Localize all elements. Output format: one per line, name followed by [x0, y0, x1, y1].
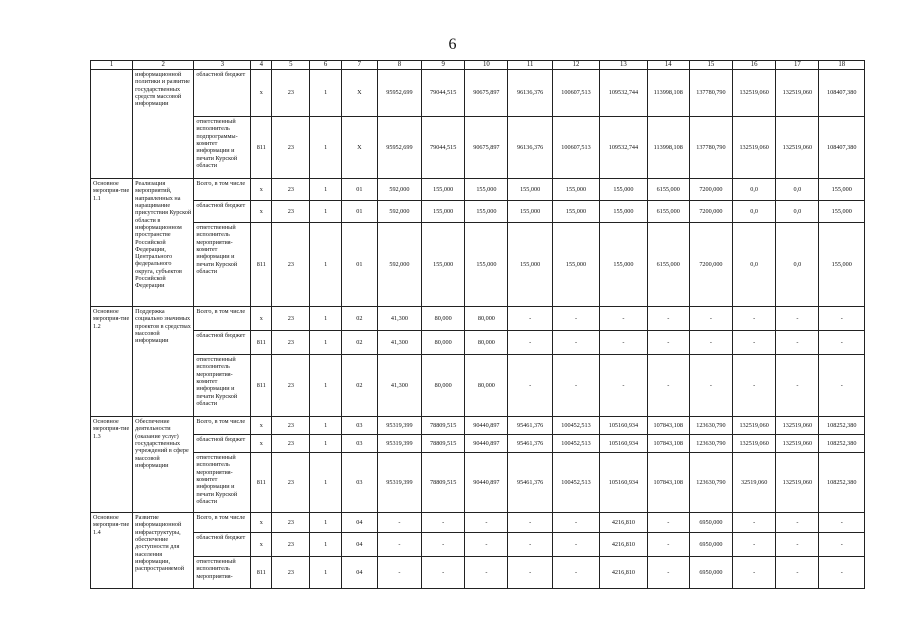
amount-cell: 155,000 — [600, 179, 647, 201]
amount-cell: 132519,060 — [776, 453, 819, 513]
amount-cell: 132519,060 — [733, 435, 776, 453]
code-cell: 04 — [341, 513, 377, 533]
funding-source-cell: ответственный исполнитель подпрограммы-комитет информации и печати Курской области — [194, 117, 251, 179]
amount-cell: 592,000 — [377, 179, 421, 201]
amount-cell: 155,000 — [600, 223, 647, 307]
amount-cell: 105160,934 — [600, 453, 647, 513]
amount-cell: 155,000 — [819, 179, 865, 201]
table-row — [91, 513, 865, 533]
code-cell: 04 — [341, 557, 377, 589]
activity-name-cell: Основное мероприя-тие 1.2 — [91, 307, 133, 417]
amount-cell: 123630,790 — [689, 453, 732, 513]
amount-cell: 80,000 — [465, 355, 508, 417]
amount-cell: 109532,744 — [600, 70, 647, 117]
amount-cell: 155,000 — [819, 223, 865, 307]
amount-cell: 137780,790 — [689, 117, 732, 179]
amount-cell: - — [552, 355, 599, 417]
funding-source-cell: областной бюджет — [194, 533, 251, 557]
amount-cell: 7200,000 — [689, 201, 732, 223]
code-cell: 02 — [341, 355, 377, 417]
amount-cell: 155,000 — [508, 223, 552, 307]
amount-cell: 95461,376 — [508, 453, 552, 513]
column-header: 3 — [194, 61, 251, 70]
amount-cell: 78809,515 — [422, 417, 465, 435]
amount-cell: 107843,108 — [647, 435, 689, 453]
amount-cell: 90440,897 — [465, 453, 508, 513]
code-cell: 23 — [272, 557, 310, 589]
amount-cell: 80,000 — [422, 331, 465, 355]
code-cell: 23 — [272, 513, 310, 533]
amount-cell: - — [733, 307, 776, 331]
funding-source-cell: Всего, в том числе — [194, 179, 251, 201]
amount-cell: 0,0 — [733, 179, 776, 201]
amount-cell: 80,000 — [465, 307, 508, 331]
amount-cell: - — [819, 307, 865, 331]
amount-cell: - — [689, 331, 732, 355]
amount-cell: - — [552, 307, 599, 331]
code-cell: 1 — [310, 513, 342, 533]
activity-title-cell: Обеспечение деятельности (оказание услуг) государственных учреждений в сфере массовой информации — [133, 417, 194, 513]
amount-cell: 108407,380 — [819, 70, 865, 117]
code-cell: 811 — [251, 117, 272, 179]
code-cell: 23 — [272, 453, 310, 513]
code-cell: х — [251, 417, 272, 435]
amount-cell: - — [508, 331, 552, 355]
amount-cell: - — [377, 533, 421, 557]
amount-cell: 105160,934 — [600, 417, 647, 435]
amount-cell: - — [776, 513, 819, 533]
amount-cell: 41,300 — [377, 307, 421, 331]
amount-cell: 96136,376 — [508, 70, 552, 117]
code-cell: 01 — [341, 223, 377, 307]
amount-cell: - — [776, 331, 819, 355]
code-cell: 23 — [272, 355, 310, 417]
amount-cell: 155,000 — [600, 201, 647, 223]
amount-cell: - — [647, 307, 689, 331]
amount-cell: 155,000 — [422, 179, 465, 201]
amount-cell: - — [508, 355, 552, 417]
budget-table — [90, 60, 865, 589]
amount-cell: 78809,515 — [422, 435, 465, 453]
code-cell: 23 — [272, 331, 310, 355]
amount-cell: 7200,000 — [689, 223, 732, 307]
column-header: 17 — [776, 61, 819, 70]
amount-cell: 90675,897 — [465, 70, 508, 117]
amount-cell: 6950,000 — [689, 533, 732, 557]
amount-cell: 90440,897 — [465, 417, 508, 435]
code-cell: 1 — [310, 453, 342, 513]
code-cell: 1 — [310, 70, 342, 117]
amount-cell: - — [508, 557, 552, 589]
column-header: 11 — [508, 61, 552, 70]
amount-cell: 155,000 — [552, 223, 599, 307]
activity-title-cell: Поддержка социально значимых проектов в средствах массовой информации — [133, 307, 194, 417]
column-header: 2 — [133, 61, 194, 70]
code-cell: 02 — [341, 307, 377, 331]
code-cell: х — [251, 70, 272, 117]
amount-cell: - — [819, 355, 865, 417]
activity-name-cell: Основное мероприя-тие 1.4 — [91, 513, 133, 589]
amount-cell: 123630,790 — [689, 435, 732, 453]
table-row — [91, 307, 865, 331]
amount-cell: 6950,000 — [689, 513, 732, 533]
amount-cell: 155,000 — [465, 179, 508, 201]
column-header: 16 — [733, 61, 776, 70]
amount-cell: - — [600, 331, 647, 355]
table-row — [91, 355, 865, 417]
amount-cell: 100607,513 — [552, 117, 599, 179]
code-cell: 811 — [251, 331, 272, 355]
amount-cell: 0,0 — [733, 201, 776, 223]
code-cell: 811 — [251, 453, 272, 513]
code-cell: 811 — [251, 223, 272, 307]
code-cell: 23 — [272, 223, 310, 307]
code-cell: х — [251, 201, 272, 223]
amount-cell: - — [422, 533, 465, 557]
amount-cell: - — [377, 513, 421, 533]
amount-cell: - — [733, 533, 776, 557]
amount-cell: 108407,380 — [819, 117, 865, 179]
amount-cell: 90675,897 — [465, 117, 508, 179]
amount-cell: 155,000 — [508, 179, 552, 201]
amount-cell: 113998,108 — [647, 70, 689, 117]
code-cell: 1 — [310, 417, 342, 435]
amount-cell: - — [422, 513, 465, 533]
page-number: 6 — [448, 36, 457, 53]
funding-source-cell: областной бюджет — [194, 331, 251, 355]
column-header: 8 — [377, 61, 421, 70]
amount-cell: 6950,000 — [689, 557, 732, 589]
code-cell: 01 — [341, 201, 377, 223]
amount-cell: 108252,380 — [819, 453, 865, 513]
amount-cell: - — [465, 513, 508, 533]
code-cell: Х — [341, 70, 377, 117]
amount-cell: - — [647, 557, 689, 589]
funding-source-cell: Всего, в том числе — [194, 307, 251, 331]
code-cell: 1 — [310, 435, 342, 453]
column-header: 15 — [689, 61, 732, 70]
table-row — [91, 201, 865, 223]
code-cell: 23 — [272, 179, 310, 201]
amount-cell: - — [819, 533, 865, 557]
amount-cell: 4216,810 — [600, 533, 647, 557]
amount-cell: 32519,060 — [733, 453, 776, 513]
code-cell: 23 — [272, 435, 310, 453]
amount-cell: - — [422, 557, 465, 589]
table-row — [91, 117, 865, 179]
column-header: 5 — [272, 61, 310, 70]
amount-cell: 155,000 — [552, 201, 599, 223]
table-row — [91, 557, 865, 589]
amount-cell: 107843,108 — [647, 453, 689, 513]
funding-source-cell: ответственный исполнитель мероприятия-комитет информации и печати Курской области — [194, 355, 251, 417]
amount-cell: 132519,060 — [776, 117, 819, 179]
amount-cell: 7200,000 — [689, 179, 732, 201]
code-cell: 23 — [272, 533, 310, 557]
amount-cell: 592,000 — [377, 201, 421, 223]
funding-source-cell: областной бюджет — [194, 201, 251, 223]
code-cell: х — [251, 513, 272, 533]
amount-cell: 132519,060 — [776, 435, 819, 453]
amount-cell: - — [647, 331, 689, 355]
amount-cell: 0,0 — [733, 223, 776, 307]
table-row — [91, 417, 865, 435]
amount-cell: 80,000 — [465, 331, 508, 355]
code-cell: 04 — [341, 533, 377, 557]
code-cell: 02 — [341, 331, 377, 355]
amount-cell: 105160,934 — [600, 435, 647, 453]
funding-source-cell: Всего, в том числе — [194, 417, 251, 435]
amount-cell: 79044,515 — [422, 117, 465, 179]
amount-cell: 155,000 — [465, 201, 508, 223]
amount-cell: - — [508, 307, 552, 331]
column-header: 9 — [422, 61, 465, 70]
amount-cell: - — [647, 533, 689, 557]
table-row — [91, 70, 865, 117]
amount-cell: 155,000 — [422, 223, 465, 307]
amount-cell: 155,000 — [422, 201, 465, 223]
amount-cell: - — [552, 533, 599, 557]
code-cell: х — [251, 307, 272, 331]
amount-cell: - — [819, 331, 865, 355]
code-cell: 1 — [310, 223, 342, 307]
amount-cell: - — [600, 307, 647, 331]
funding-source-cell: ответственный исполнитель мероприятия- — [194, 557, 251, 589]
amount-cell: 6155,000 — [647, 179, 689, 201]
amount-cell: - — [552, 513, 599, 533]
code-cell: 1 — [310, 117, 342, 179]
code-cell: 03 — [341, 453, 377, 513]
amount-cell: 96136,376 — [508, 117, 552, 179]
amount-cell: - — [776, 307, 819, 331]
code-cell: 1 — [310, 331, 342, 355]
column-header: 4 — [251, 61, 272, 70]
code-cell: 23 — [272, 201, 310, 223]
code-cell: 1 — [310, 179, 342, 201]
amount-cell: 90440,897 — [465, 435, 508, 453]
code-cell: 01 — [341, 179, 377, 201]
amount-cell: 155,000 — [819, 201, 865, 223]
amount-cell: 100607,513 — [552, 70, 599, 117]
amount-cell: - — [733, 513, 776, 533]
amount-cell: 41,300 — [377, 331, 421, 355]
amount-cell: - — [776, 533, 819, 557]
amount-cell: 100452,513 — [552, 435, 599, 453]
amount-cell: - — [647, 513, 689, 533]
code-cell: 03 — [341, 417, 377, 435]
activity-title-cell: информационной политики и развитие государственных средств массовой информации — [133, 70, 194, 179]
amount-cell: 6155,000 — [647, 223, 689, 307]
activity-title-cell: Реализация мероприятий, направленных на наращивание присутствия Курской области в информационном пространстве Российской Федерации, Центрального федерального округа, субъектов Российской Федерации — [133, 179, 194, 307]
amount-cell: 108252,380 — [819, 417, 865, 435]
column-header: 7 — [341, 61, 377, 70]
amount-cell: 80,000 — [422, 307, 465, 331]
code-cell: 1 — [310, 201, 342, 223]
funding-source-cell: областной бюджет — [194, 435, 251, 453]
amount-cell: - — [552, 331, 599, 355]
code-cell: 23 — [272, 70, 310, 117]
amount-cell: 100452,513 — [552, 453, 599, 513]
amount-cell: - — [377, 557, 421, 589]
amount-cell: - — [776, 355, 819, 417]
amount-cell: - — [733, 331, 776, 355]
amount-cell: - — [508, 513, 552, 533]
amount-cell: - — [508, 533, 552, 557]
amount-cell: 132519,060 — [776, 417, 819, 435]
column-header: 10 — [465, 61, 508, 70]
amount-cell: 113998,108 — [647, 117, 689, 179]
amount-cell: 0,0 — [776, 179, 819, 201]
amount-cell: 100452,513 — [552, 417, 599, 435]
funding-source-cell: областной бюджет — [194, 70, 251, 117]
code-cell: 811 — [251, 355, 272, 417]
amount-cell: 78809,515 — [422, 453, 465, 513]
amount-cell: 107843,108 — [647, 417, 689, 435]
table-body — [91, 70, 865, 589]
code-cell: х — [251, 435, 272, 453]
amount-cell: - — [465, 557, 508, 589]
amount-cell: - — [776, 557, 819, 589]
amount-cell: 132519,060 — [733, 117, 776, 179]
table-row — [91, 453, 865, 513]
code-cell: 1 — [310, 533, 342, 557]
activity-name-cell — [91, 70, 133, 179]
amount-cell: - — [819, 513, 865, 533]
amount-cell: 123630,790 — [689, 417, 732, 435]
column-header: 1 — [91, 61, 133, 70]
funding-source-cell: Всего, в том числе — [194, 513, 251, 533]
amount-cell: 95461,376 — [508, 417, 552, 435]
amount-cell: 95952,699 — [377, 117, 421, 179]
amount-cell: 132519,060 — [733, 70, 776, 117]
table-row — [91, 331, 865, 355]
amount-cell: 79044,515 — [422, 70, 465, 117]
amount-cell: - — [600, 355, 647, 417]
column-header: 6 — [310, 61, 342, 70]
funding-source-cell: ответственный исполнитель мероприятия-комитет информации и печати Курской области — [194, 453, 251, 513]
amount-cell: - — [689, 355, 732, 417]
code-cell: 1 — [310, 307, 342, 331]
column-header: 14 — [647, 61, 689, 70]
table-row — [91, 223, 865, 307]
amount-cell: 41,300 — [377, 355, 421, 417]
amount-cell: 109532,744 — [600, 117, 647, 179]
amount-cell: - — [819, 557, 865, 589]
amount-cell: 137780,790 — [689, 70, 732, 117]
column-header: 12 — [552, 61, 599, 70]
amount-cell: 95461,376 — [508, 435, 552, 453]
funding-source-cell: ответственный исполнитель мероприятия-комитет информации и печати Курской области — [194, 223, 251, 307]
activity-name-cell: Основное мероприя-тие 1.3 — [91, 417, 133, 513]
amount-cell: - — [733, 557, 776, 589]
amount-cell: 592,000 — [377, 223, 421, 307]
column-header: 18 — [819, 61, 865, 70]
column-header: 13 — [600, 61, 647, 70]
table-row — [91, 533, 865, 557]
amount-cell: 95319,399 — [377, 435, 421, 453]
amount-cell: - — [647, 355, 689, 417]
code-cell: Х — [341, 117, 377, 179]
table-row — [91, 179, 865, 201]
amount-cell: 0,0 — [776, 201, 819, 223]
amount-cell: 132519,060 — [776, 70, 819, 117]
code-cell: 23 — [272, 417, 310, 435]
amount-cell: 155,000 — [508, 201, 552, 223]
amount-cell: - — [465, 533, 508, 557]
table-row — [91, 435, 865, 453]
amount-cell: 95319,399 — [377, 417, 421, 435]
amount-cell: 108252,380 — [819, 435, 865, 453]
amount-cell: - — [733, 355, 776, 417]
amount-cell: - — [552, 557, 599, 589]
code-cell: х — [251, 533, 272, 557]
amount-cell: - — [689, 307, 732, 331]
amount-cell: 80,000 — [422, 355, 465, 417]
activity-title-cell: Развитие информационной инфраструктуры, обеспечение доступности для населения информации, распространяемой — [133, 513, 194, 589]
code-cell: 1 — [310, 355, 342, 417]
amount-cell: 6155,000 — [647, 201, 689, 223]
amount-cell: 132519,060 — [733, 417, 776, 435]
header-row — [91, 61, 865, 70]
amount-cell: 155,000 — [465, 223, 508, 307]
amount-cell: 4216,810 — [600, 557, 647, 589]
code-cell: 03 — [341, 435, 377, 453]
code-cell: 811 — [251, 557, 272, 589]
code-cell: 23 — [272, 307, 310, 331]
code-cell: 1 — [310, 557, 342, 589]
amount-cell: 95319,399 — [377, 453, 421, 513]
code-cell: х — [251, 179, 272, 201]
amount-cell: 95952,699 — [377, 70, 421, 117]
amount-cell: 4216,810 — [600, 513, 647, 533]
code-cell: 23 — [272, 117, 310, 179]
amount-cell: 0,0 — [776, 223, 819, 307]
amount-cell: 155,000 — [552, 179, 599, 201]
activity-name-cell: Основное мероприя-тие 1.1 — [91, 179, 133, 307]
